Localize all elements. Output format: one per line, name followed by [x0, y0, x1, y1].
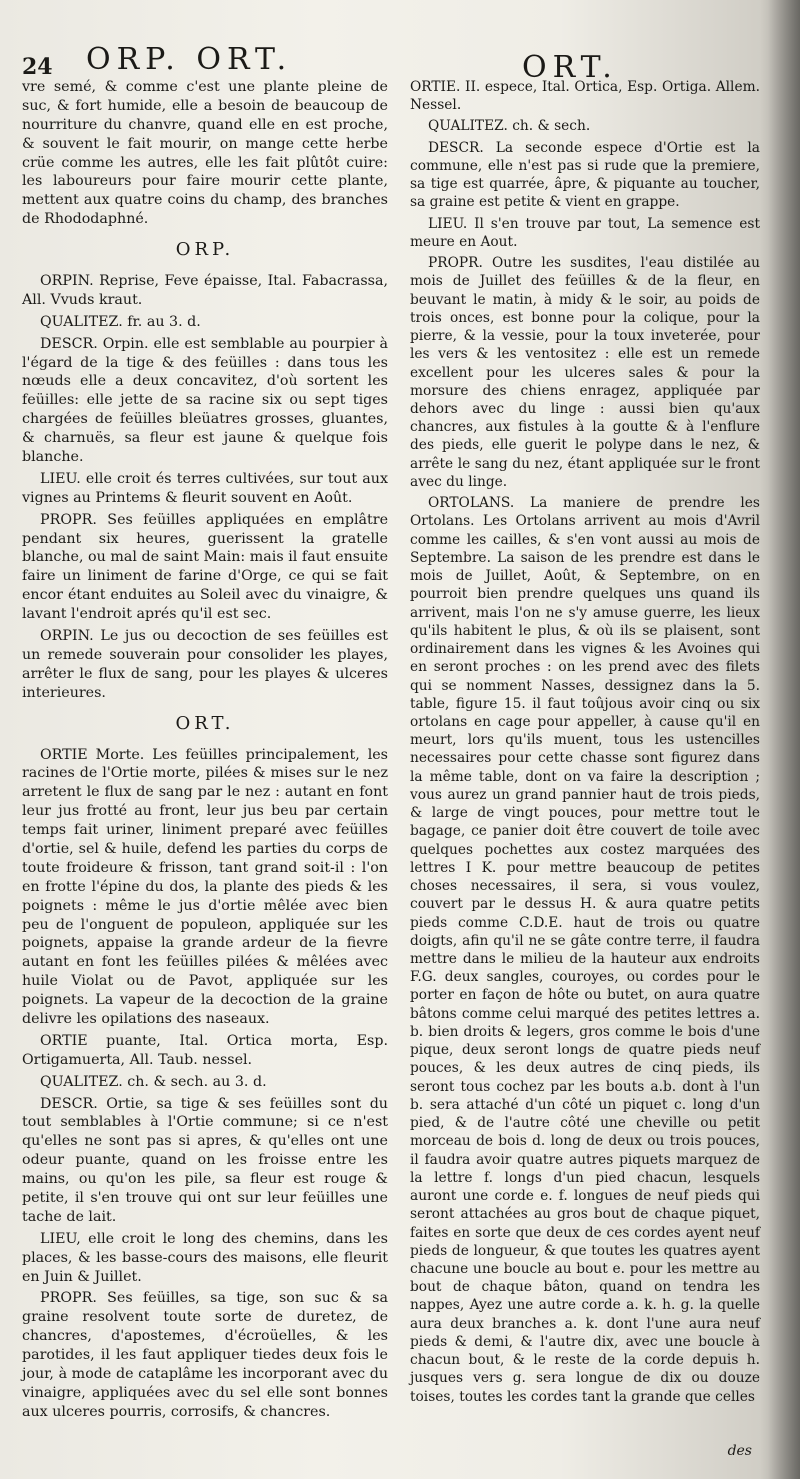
left-running-title: ORP. ORT. — [86, 42, 293, 77]
paragraph: vre semé, & comme c'est une plante pleine de suc, & fort humide, elle a besoin de beaucoup de nourriture du chanvre, quand elle en est proche, & souvent le fait mourir, on mange cette herbe crüe comme les autres, elle les fait plûtôt cuire: les laboureurs pour faire mourir cette plante, mettent aux quatre coins du champ, des branches de Rhododaphné. — [22, 79, 388, 228]
section-heading: ORT. — [175, 712, 235, 734]
paragraph: DESCR. La seconde espece d'Ortie est la commune, elle n'est pas si rude que la premiere, sa tige est quarrée, âpre, & piquante au toucher, sa graine est petite & vient en grappe. — [410, 139, 760, 211]
paragraph: QUALITEZ. ch. & sech. — [428, 118, 591, 135]
paragraph: DESCR. Ortie, sa tige & ses feüilles sont du tout semblables à l'Ortie commune; si ce n'est qu'elles ne sont pas si apres, & qu'elles ont une odeur puante, quand on les froisse entre les mains, ou qu'on les pile, sa fleur est rouge & petite, il s'en trouve qui ont sur leur feüilles une tache de lait. — [22, 1095, 388, 1225]
paragraph: LIEU, elle croit le long des chemins, dans les places, & les basse-cours des maisons, elle fleurit en Juin & Juillet. — [22, 1230, 388, 1285]
paragraph: QUALITEZ. ch. & sech. au 3. d. — [40, 1073, 267, 1090]
binding-shadow — [760, 0, 800, 1479]
paragraph: QUALITEZ. fr. au 3. d. — [40, 313, 201, 330]
paragraph: ORTIE. II. espece, Ital. Ortica, Esp. Ortiga. Allem. Nessel. — [410, 79, 760, 114]
paragraph: DESCR. Orpin. elle est semblable au pourpier à l'égard de la tige & des feüilles : dans tous les nœuds elle a deux concavitez, d'où sortent les feüilles: elle jette de sa racine six ou sept tiges chargées de feüilles bleüatres grosses, gluantes, & charnuës, sa fleur est jaune & quelque fois blanche. — [22, 335, 388, 466]
paragraph: LIEU. elle croit és terres cultivées, sur tout aux vignes au Printems & fleurit souvent en Août. — [22, 470, 388, 506]
right-running-title: ORT. — [522, 50, 618, 85]
catchword: des — [727, 1443, 752, 1459]
paragraph: ORPIN. Reprise, Feve épaisse, Ital. Fabacrassa, All. Vvuds kraut. — [22, 273, 388, 308]
paragraph: LIEU. Il s'en trouve par tout, La semence est meure en Aout. — [410, 215, 760, 250]
paragraph: ORTIE puante, Ital. Ortica morta, Esp. Ortigamuerta, All. Taub. nessel. — [22, 1032, 388, 1068]
paragraph: ORTOLANS. La maniere de prendre les Ortolans. Les Ortolans arrivent au mois d'Avril comme les cailles, & s'en vont aussi au mois de Septembre. La saison de les prendre est dans le mois de Juillet, Août, & Septembre, on en pourroit bien prendre quelques uns quand ils arrivent, mais l'on ne s'y amuse guerre, les lieux qu'ils habitent le plus, & où ils se plaisent, sont ordinairement dans les vignes & les Avoines qui en seront proches : on les prend avec des filets qui se nomment Nasses, dessignez dans la 5. table, figure 15. il faut toûjous avoir cinq ou six ortolans en cage pour appeller, à cause qu'il en meurt, lors qu'ils muent, tous les ustencilles necessaires pour cette chasse sont figurez dans la même table, dont on va faire la description ; vous aurez un grand pannier haut de trois pieds, & large de vingt pouces, pour mettre tout le bagage, ce panier doit être couvert de toile avec quelques pochettes aux costez marquées des lettres I K. pour mettre beaucoup de petites choses necessaires, il sera, si vous voulez, couvert par le dessus H. & aura quatre petits pieds comme C.D.E. haut de trois ou quatre doigts, afin qu'il ne se gâte contre terre, il faudra mettre dans le milieu de la hauteur aux endroits F.G. deux sangles, couroyes, ou cordes pour le porter en façon de hôte ou butet, on aura quatre bâtons comme celui marqué des petites lettres a. b. bien droits & legers, gros comme le bois d'une pique, deux seront longs de quatre pieds neuf pouces, & les deux autres de cinq pieds, ils seront tous cochez par les bouts a.b. dont à l'un b. sera attaché d'un côté un piquet c. long d'un pied, & de l'autre côté une cheville ou petit morceau de bois d. long de deux ou trois pouces, il faudra avoir quatre autres piquets marquez de la lettre f. longs d'un pied chacun, lesquels auront une corde e. f. longues de neuf pieds qui seront attachées au gros bout de chaque piquet, faites en sorte que deux de ces cordes ayent neuf pieds de longueur, & que toutes les quatres ayent chacune une boucle au bout e. pour les mettre au bout de chaque bâton, quand on tendra les nappes, Ayez une autre corde a. k. h. g. la quelle aura deux branches a. k. dont l'une aura neuf pieds & demi, & l'autre dix, avec une boucle à chacun bout, & le reste de la corde depuis h. jusques vers g. sera longue de dix ou douze toises, toutes les cordes tant la grande que celles — [410, 495, 760, 1405]
paragraph: ORTIE Morte. Les feüilles principalement, les racines de l'Ortie morte, pilées & mises sur le nez arretent le flux de sang par le nez : autant en font leur jus frotté au front, leur jus beu par certain temps fait uriner, liniment preparé avec feüilles d'ortie, sel & huile, defend les parties du corps de toute froideure & frisson, tant grand soit-il : l'on en frotte l'épine du dos, la plante des pieds & les poignets : même le jus d'ortie mêlée avec bien peu de l'onguent de populeon, appliquée sur les poignets, appaise la grande ardeur de la fievre autant en font les feüilles pilées & mêlées avec huile Violat ou de Pavot, appliquée sur les poignets. La vapeur de la decoction de la graine delivre les opilations des naseaux. — [22, 746, 388, 1027]
paragraph: PROPR. Ses feüilles appliquées en emplâtre pendant six heures, guerissent la gratelle blanche, ou mal de saint Main: mais il faut ensuite faire un liniment de farine d'Orge, ce qui se fait encor étant enduites au Soleil avec du vinaigre, & lavant l'endroit aprés qu'il est sec. — [22, 511, 388, 623]
right-column — [410, 78, 760, 1409]
running-head — [22, 42, 730, 85]
section-heading: ORP. — [175, 239, 235, 261]
paragraph: PROPR. Ses feüilles, sa tige, son suc & sa graine resolvent toute sorte de duretez, de chancres, d'apostemes, d'écroüelles, & les parotides, il les faut appliquer tiedes deux fois le jour, à mode de cataplâme les incorporant avec du vinaigre, appliquées avec du sel elle sont bonnes aux ulceres pourris, corrosifs, & chancres. — [22, 1290, 388, 1420]
paragraph: PROPR. Outre les susdites, l'eau distilée au mois de Juillet des feüilles & de la fleur, en beuvant le matin, à midy & le soir, au poids de trois onces, est bonne pour la colique, pour la pierre, & la vessie, pour la toux inveterée, pour les vers & les ventositez : elle est un remede excellent pour les ulceres sales & pour la morsure des chiens enragez, appliquée par dehors avec du linge : aussi bien qu'aux chancres, aux fistules à la goutte & à l'enflure des pieds, elle guerit le polype dans le nez, & arrête le sang du nez, étant appliquée sur le front avec du linge. — [410, 255, 760, 490]
left-column — [22, 78, 388, 1425]
paragraph: ORPIN. Le jus ou decoction de ses feüilles est un remede souverain pour consolider les playes, arrêter le flux de sang, pour les playes & ulceres interieures. — [22, 628, 388, 701]
page-number: 24 — [22, 54, 53, 80]
